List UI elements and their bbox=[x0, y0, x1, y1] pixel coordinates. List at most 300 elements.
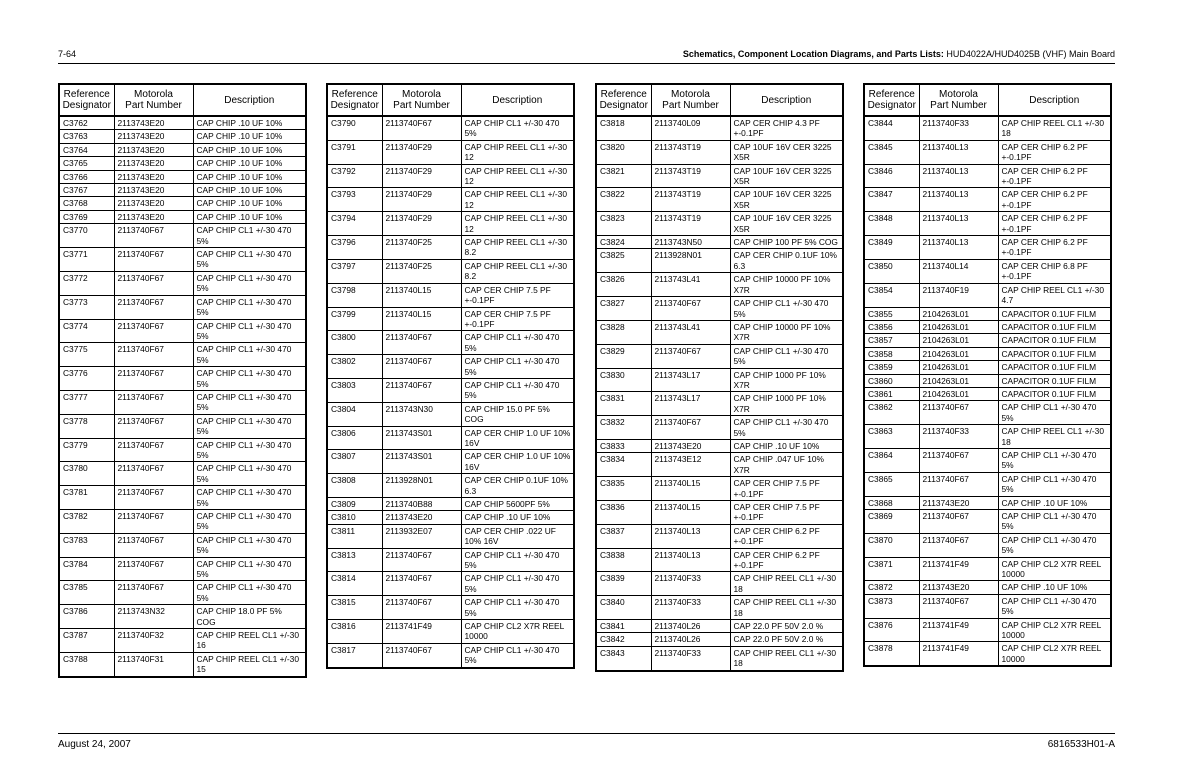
table-row bbox=[327, 259, 574, 283]
reference-designator-cell: C3782 bbox=[59, 510, 114, 534]
part-number-cell: 2113743S01 bbox=[382, 450, 461, 474]
reference-designator-cell: C3772 bbox=[59, 271, 114, 295]
description-cell: CAP CER CHIP 0.1UF 10% 6.3 bbox=[461, 474, 574, 498]
description-cell: CAP CHIP CL1 +/-30 470 5% bbox=[461, 331, 574, 355]
description-cell: CAP CHIP REEL CL1 +/-30 8.2 bbox=[461, 236, 574, 260]
reference-designator-cell: C3786 bbox=[59, 605, 114, 629]
table-row bbox=[596, 392, 843, 416]
description-cell: CAP CHIP REEL CL1 +/-30 18 bbox=[998, 425, 1111, 449]
table-row bbox=[864, 283, 1111, 307]
table-row bbox=[327, 164, 574, 188]
description-cell: CAP CHIP CL2 X7R REEL 10000 bbox=[998, 642, 1111, 666]
part-number-cell: 2113743L17 bbox=[651, 392, 730, 416]
reference-designator-cell: C3839 bbox=[596, 572, 651, 596]
part-number-cell: 2113743L41 bbox=[651, 320, 730, 344]
reference-designator-cell: C3830 bbox=[596, 368, 651, 392]
table-row bbox=[864, 581, 1111, 594]
part-number-cell: 2113743E20 bbox=[114, 130, 193, 143]
header-rule bbox=[58, 63, 1115, 64]
table-row bbox=[864, 387, 1111, 400]
part-number-cell: 2104263L01 bbox=[919, 320, 998, 333]
part-number-cell: 2113743E20 bbox=[114, 197, 193, 210]
part-number-cell: 2113740F67 bbox=[114, 581, 193, 605]
description-cell: CAP CHIP CL1 +/-30 470 5% bbox=[461, 378, 574, 402]
description-cell: CAPACITOR 0.1UF FILM bbox=[998, 361, 1111, 374]
description-cell: CAP CHIP REEL CL1 +/-30 18 bbox=[730, 646, 843, 670]
reference-designator-cell: C3826 bbox=[596, 273, 651, 297]
table-row bbox=[327, 355, 574, 379]
table-row bbox=[596, 633, 843, 646]
part-number-cell: 2113740F67 bbox=[382, 643, 461, 667]
reference-designator-cell: C3768 bbox=[59, 197, 114, 210]
reference-designator-cell: C3847 bbox=[864, 188, 919, 212]
part-number-cell: 2113740F67 bbox=[382, 596, 461, 620]
table-row bbox=[327, 596, 574, 620]
reference-designator-cell: C3779 bbox=[59, 438, 114, 462]
reference-designator-cell: C3767 bbox=[59, 184, 114, 197]
reference-designator-cell: C3835 bbox=[596, 477, 651, 501]
reference-designator-cell: C3868 bbox=[864, 496, 919, 509]
table-row bbox=[596, 501, 843, 525]
part-number-cell: 2104263L01 bbox=[919, 374, 998, 387]
col-header-reference-line2: Designator bbox=[62, 100, 111, 111]
col-header-reference bbox=[327, 84, 382, 116]
reference-designator-cell: C3837 bbox=[596, 524, 651, 548]
reference-designator-cell: C3818 bbox=[596, 116, 651, 140]
description-cell: CAP CHIP CL1 +/-30 470 5% bbox=[193, 295, 306, 319]
reference-designator-cell: C3834 bbox=[596, 453, 651, 477]
description-cell: CAP CER CHIP 7.5 PF +-0.1PF bbox=[730, 477, 843, 501]
reference-designator-cell: C3804 bbox=[327, 402, 382, 426]
table-row bbox=[864, 212, 1111, 236]
part-number-cell: 2113743E20 bbox=[114, 143, 193, 156]
reference-designator-cell: C3794 bbox=[327, 212, 382, 236]
part-number-cell: 2113740F67 bbox=[382, 378, 461, 402]
table-row bbox=[327, 474, 574, 498]
reference-designator-cell: C3814 bbox=[327, 572, 382, 596]
reference-designator-cell: C3793 bbox=[327, 188, 382, 212]
description-cell: CAP CHIP CL1 +/-30 470 5% bbox=[193, 319, 306, 343]
description-cell: CAP CHIP .10 UF 10% bbox=[193, 130, 306, 143]
reference-designator-cell: C3817 bbox=[327, 643, 382, 667]
table-row bbox=[596, 453, 843, 477]
footer-doc-number: 6816533H01-A bbox=[1047, 739, 1115, 750]
description-cell: CAP 10UF 16V CER 3225 X5R bbox=[730, 164, 843, 188]
part-number-cell: 2113740L13 bbox=[919, 236, 998, 260]
part-number-cell: 2113740B88 bbox=[382, 498, 461, 511]
table-row bbox=[327, 450, 574, 474]
table-row bbox=[59, 438, 306, 462]
description-cell: CAP CHIP 5600PF 5% bbox=[461, 498, 574, 511]
description-cell: CAP CHIP CL1 +/-30 470 5% bbox=[193, 390, 306, 414]
reference-designator-cell: C3827 bbox=[596, 297, 651, 321]
reference-designator-cell: C3873 bbox=[864, 594, 919, 618]
reference-designator-cell: C3778 bbox=[59, 414, 114, 438]
part-number-cell: 2113740F67 bbox=[114, 533, 193, 557]
part-number-cell: 2104263L01 bbox=[919, 361, 998, 374]
parts-table-3 bbox=[595, 83, 844, 672]
description-cell: CAP CHIP CL1 +/-30 470 5% bbox=[193, 581, 306, 605]
table-row bbox=[327, 116, 574, 140]
table-row bbox=[864, 642, 1111, 666]
table-row bbox=[596, 297, 843, 321]
table-row bbox=[596, 368, 843, 392]
table-row bbox=[59, 581, 306, 605]
reference-designator-cell: C3811 bbox=[327, 524, 382, 548]
table-row bbox=[596, 477, 843, 501]
reference-designator-cell: C3823 bbox=[596, 212, 651, 236]
table-row bbox=[59, 197, 306, 210]
reference-designator-cell: C3857 bbox=[864, 334, 919, 347]
part-number-cell: 2113740F67 bbox=[114, 367, 193, 391]
table-row bbox=[59, 414, 306, 438]
reference-designator-cell: C3792 bbox=[327, 164, 382, 188]
description-cell: CAP CHIP CL1 +/-30 470 5% bbox=[461, 596, 574, 620]
part-number-cell: 2113740F67 bbox=[382, 548, 461, 572]
part-number-cell: 2113743T19 bbox=[651, 164, 730, 188]
header-row bbox=[864, 84, 1111, 116]
table-row bbox=[596, 548, 843, 572]
description-cell: CAP CER CHIP 6.8 PF +-0.1PF bbox=[998, 259, 1111, 283]
table-row bbox=[327, 402, 574, 426]
reference-designator-cell: C3807 bbox=[327, 450, 382, 474]
part-number-cell: 2113740F67 bbox=[114, 557, 193, 581]
reference-designator-cell: C3781 bbox=[59, 486, 114, 510]
reference-designator-cell: C3831 bbox=[596, 392, 651, 416]
header-title-rest: HUD4022A/HUD4025B (VHF) Main Board bbox=[943, 49, 1115, 59]
description-cell: CAP CHIP CL1 +/-30 470 5% bbox=[193, 224, 306, 248]
reference-designator-cell: C3809 bbox=[327, 498, 382, 511]
col-header-reference-line2: Designator bbox=[599, 100, 648, 111]
reference-designator-cell: C3841 bbox=[596, 620, 651, 633]
reference-designator-cell: C3771 bbox=[59, 248, 114, 272]
part-number-cell: 2113740F29 bbox=[382, 140, 461, 164]
table-row bbox=[596, 596, 843, 620]
table-row bbox=[596, 116, 843, 140]
description-cell: CAP CHIP .10 UF 10% bbox=[196, 118, 283, 128]
reference-designator-cell: C3797 bbox=[327, 259, 382, 283]
description-cell: CAP CHIP CL1 +/-30 470 5% bbox=[461, 548, 574, 572]
part-number-cell: 2113740L15 bbox=[382, 283, 461, 307]
description-cell: CAP CER CHIP 6.2 PF +-0.1PF bbox=[998, 164, 1111, 188]
col-header-description: Description bbox=[730, 84, 843, 116]
description-cell: CAP CHIP REEL CL1 +/-30 18 bbox=[1001, 118, 1104, 139]
description-cell: CAP CHIP REEL CL1 +/-30 18 bbox=[730, 596, 843, 620]
col-header-reference-line2: Designator bbox=[867, 100, 916, 111]
part-number-cell: 2113740F33 bbox=[651, 572, 730, 596]
parts-table-1 bbox=[58, 83, 307, 678]
reference-designator-cell: C3864 bbox=[864, 448, 919, 472]
description-cell: CAP CHIP .10 UF 10% bbox=[461, 511, 574, 524]
description-cell: CAP CHIP .10 UF 10% bbox=[193, 157, 306, 170]
reference-designator-cell: C3848 bbox=[864, 212, 919, 236]
header-title-bold: Schematics, Component Location Diagrams, and Parts Lists: bbox=[682, 49, 944, 59]
part-number-cell: 2113743E20 bbox=[382, 511, 461, 524]
table-row bbox=[59, 652, 306, 676]
reference-designator-cell: C3790 bbox=[327, 116, 382, 140]
table-row bbox=[864, 259, 1111, 283]
description-cell: CAP CER CHIP 6.2 PF +-0.1PF bbox=[998, 188, 1111, 212]
table-row bbox=[596, 273, 843, 297]
part-number-cell: 2113740F25 bbox=[382, 259, 461, 283]
reference-designator-cell: C3872 bbox=[864, 581, 919, 594]
table-row bbox=[864, 188, 1111, 212]
table-row bbox=[596, 236, 843, 249]
footer-date: August 24, 2007 bbox=[58, 739, 131, 750]
part-number-cell: 2113743T19 bbox=[651, 212, 730, 236]
part-number-cell: 2113740F29 bbox=[382, 212, 461, 236]
table-row bbox=[596, 188, 843, 212]
table-row bbox=[327, 140, 574, 164]
description-cell: CAPACITOR 0.1UF FILM bbox=[998, 387, 1111, 400]
table-row bbox=[864, 320, 1111, 333]
col-header-reference-line2: Designator bbox=[330, 100, 379, 111]
description-cell: CAP CHIP CL2 X7R REEL 10000 bbox=[998, 557, 1111, 581]
reference-designator-cell: C3821 bbox=[596, 164, 651, 188]
table-row bbox=[59, 224, 306, 248]
table-row bbox=[59, 130, 306, 143]
col-header-description: Description bbox=[193, 84, 306, 116]
description-cell: CAP CHIP 18.0 PF 5% COG bbox=[193, 605, 306, 629]
description-cell: CAP CHIP .10 UF 10% bbox=[998, 581, 1111, 594]
part-number-cell: 2113740F31 bbox=[114, 652, 193, 676]
part-number-cell: 2113740F33 bbox=[919, 116, 998, 140]
description-cell: CAP CHIP CL1 +/-30 470 5% bbox=[461, 572, 574, 596]
table-row bbox=[59, 157, 306, 170]
col-header-description: Description bbox=[998, 84, 1111, 116]
reference-designator-cell: C3788 bbox=[59, 652, 114, 676]
col-header-part-line2: Part Number bbox=[125, 100, 182, 111]
table-row bbox=[864, 472, 1111, 496]
table-row bbox=[327, 331, 574, 355]
description-cell: CAP CHIP REEL CL1 +/-30 12 bbox=[461, 164, 574, 188]
description-cell: CAP CHIP .10 UF 10% bbox=[193, 210, 306, 223]
description-cell: CAP CER CHIP 6.2 PF +-0.1PF bbox=[998, 236, 1111, 260]
description-cell: CAP CHIP .10 UF 10% bbox=[730, 439, 843, 452]
part-number-cell: 2113740F29 bbox=[382, 188, 461, 212]
part-number-cell: 2113740L13 bbox=[919, 140, 998, 164]
part-number-cell: 2113743N50 bbox=[651, 236, 730, 249]
part-number-cell: 2113740L15 bbox=[651, 501, 730, 525]
table-row bbox=[596, 344, 843, 368]
reference-designator-cell: C3878 bbox=[864, 642, 919, 666]
description-cell: CAP 22.0 PF 50V 2.0 % bbox=[730, 633, 843, 646]
part-number-cell: 2113740F67 bbox=[114, 319, 193, 343]
reference-designator-cell: C3828 bbox=[596, 320, 651, 344]
col-header-part-line1: Motorola bbox=[402, 89, 441, 100]
part-number-cell: 2113743S01 bbox=[382, 426, 461, 450]
part-number-cell: 2113741F49 bbox=[382, 620, 461, 644]
description-cell: CAP CHIP CL1 +/-30 470 5% bbox=[193, 367, 306, 391]
part-number-cell: 2113740F67 bbox=[114, 248, 193, 272]
col-header-reference-line1: Reference bbox=[600, 89, 647, 100]
table-row bbox=[327, 283, 574, 307]
part-number-cell: 2113740F67 bbox=[919, 533, 998, 557]
table-row bbox=[864, 448, 1111, 472]
part-number-cell: 2113740L13 bbox=[919, 188, 998, 212]
reference-designator-cell: C3845 bbox=[864, 140, 919, 164]
part-number-cell: 2113932E07 bbox=[382, 524, 461, 548]
description-cell: CAP CHIP REEL CL1 +/-30 16 bbox=[193, 629, 306, 653]
description-cell: CAPACITOR 0.1UF FILM bbox=[998, 307, 1111, 320]
description-cell: CAP 22.0 PF 50V 2.0 % bbox=[730, 620, 843, 633]
reference-designator-cell: C3854 bbox=[864, 283, 919, 307]
description-cell: CAP CHIP CL1 +/-30 470 5% bbox=[998, 533, 1111, 557]
part-number-cell: 2113743E20 bbox=[919, 581, 998, 594]
table-row bbox=[864, 236, 1111, 260]
table-row bbox=[327, 620, 574, 644]
reference-designator-cell: C3865 bbox=[864, 472, 919, 496]
table-row bbox=[596, 212, 843, 236]
reference-designator-cell: C3850 bbox=[864, 259, 919, 283]
part-number-cell: 2113740L26 bbox=[651, 633, 730, 646]
col-header-part-line2: Part Number bbox=[393, 100, 450, 111]
reference-designator-cell: C3775 bbox=[59, 343, 114, 367]
table-row bbox=[596, 572, 843, 596]
part-number-cell: 2113740F67 bbox=[114, 462, 193, 486]
reference-designator-cell: C3784 bbox=[59, 557, 114, 581]
reference-designator-cell: C3870 bbox=[864, 533, 919, 557]
table-row bbox=[864, 594, 1111, 618]
reference-designator-cell: C3859 bbox=[864, 361, 919, 374]
part-number-cell: 2113740L13 bbox=[919, 164, 998, 188]
table-row bbox=[596, 416, 843, 440]
description-cell: CAP CER CHIP 7.5 PF +-0.1PF bbox=[730, 501, 843, 525]
table-row bbox=[59, 486, 306, 510]
description-cell: CAP 10UF 16V CER 3225 X5R bbox=[730, 140, 843, 164]
part-number-cell: 2113740F67 bbox=[651, 297, 730, 321]
parts-table-4 bbox=[863, 83, 1112, 667]
part-number-cell: 2113740F67 bbox=[114, 390, 193, 414]
table-row bbox=[327, 426, 574, 450]
part-number-cell: 2113740F67 bbox=[382, 355, 461, 379]
description-cell: CAP CHIP CL1 +/-30 470 5% bbox=[461, 355, 574, 379]
part-number-cell: 2113740F67 bbox=[114, 486, 193, 510]
col-header-part-number bbox=[919, 84, 998, 116]
reference-designator-cell: C3791 bbox=[327, 140, 382, 164]
part-number-cell: 2113740F67 bbox=[919, 448, 998, 472]
table-row bbox=[327, 188, 574, 212]
description-cell: CAP CHIP CL1 +/-30 470 5% bbox=[730, 297, 843, 321]
table-row bbox=[864, 361, 1111, 374]
table-row bbox=[596, 524, 843, 548]
table-row bbox=[864, 533, 1111, 557]
description-cell: CAP CER CHIP 0.1UF 10% 6.3 bbox=[730, 249, 843, 273]
description-cell: CAP CHIP REEL CL1 +/-30 4.7 bbox=[998, 283, 1111, 307]
reference-designator-cell: C3762 bbox=[59, 116, 114, 130]
table-row bbox=[59, 210, 306, 223]
table-row bbox=[59, 143, 306, 156]
description-cell: CAP CHIP CL1 +/-30 470 5% bbox=[998, 510, 1111, 534]
reference-designator-cell: C3783 bbox=[59, 533, 114, 557]
table-row bbox=[59, 390, 306, 414]
description-cell: CAP CHIP .10 UF 10% bbox=[193, 170, 306, 183]
part-number-cell: 2113740F67 bbox=[382, 572, 461, 596]
description-cell: CAPACITOR 0.1UF FILM bbox=[998, 334, 1111, 347]
part-number-cell: 2113740F67 bbox=[919, 594, 998, 618]
part-number-cell: 2113743L17 bbox=[651, 368, 730, 392]
part-number-cell: 2113743E20 bbox=[114, 157, 193, 170]
reference-designator-cell: C3764 bbox=[59, 143, 114, 156]
description-cell: CAP CER CHIP 7.5 PF +-0.1PF bbox=[461, 283, 574, 307]
description-cell: CAP CHIP REEL CL1 +/-30 12 bbox=[461, 140, 574, 164]
description-cell: CAP 10UF 16V CER 3225 X5R bbox=[730, 212, 843, 236]
part-number-cell: 2113740F67 bbox=[651, 416, 730, 440]
description-cell: CAP CHIP CL1 +/-30 470 5% bbox=[193, 414, 306, 438]
description-cell: CAP CHIP CL1 +/-30 470 5% bbox=[193, 271, 306, 295]
table-row bbox=[596, 646, 843, 670]
description-cell: CAP CER CHIP 6.2 PF +-0.1PF bbox=[730, 548, 843, 572]
reference-designator-cell: C3829 bbox=[596, 344, 651, 368]
part-number-cell: 2113743N32 bbox=[114, 605, 193, 629]
part-number-cell: 2104263L01 bbox=[919, 334, 998, 347]
part-number-cell: 2113740F67 bbox=[382, 331, 461, 355]
part-number-cell: 2113740F67 bbox=[919, 401, 998, 425]
part-number-cell: 2113741F49 bbox=[919, 618, 998, 642]
part-number-cell: 2113928N01 bbox=[382, 474, 461, 498]
table-row bbox=[59, 295, 306, 319]
table-row bbox=[59, 319, 306, 343]
col-header-part-number bbox=[114, 84, 193, 116]
table-row bbox=[59, 343, 306, 367]
part-number-cell: 2113740F67 bbox=[651, 344, 730, 368]
table-row bbox=[596, 439, 843, 452]
part-number-cell: 2113928N01 bbox=[651, 249, 730, 273]
description-cell: CAP CER CHIP 6.2 PF +-0.1PF bbox=[998, 212, 1111, 236]
page-number: 7-64 bbox=[58, 49, 77, 59]
reference-designator-cell: C3861 bbox=[864, 387, 919, 400]
description-cell: CAP CHIP .10 UF 10% bbox=[193, 143, 306, 156]
description-cell: CAP CHIP CL1 +/-30 470 5% bbox=[193, 462, 306, 486]
part-number-cell: 2113740F33 bbox=[651, 596, 730, 620]
description-cell: CAP CHIP CL1 +/-30 470 5% bbox=[998, 448, 1111, 472]
reference-designator-cell: C3777 bbox=[59, 390, 114, 414]
reference-designator-cell: C3860 bbox=[864, 374, 919, 387]
header-row bbox=[327, 84, 574, 116]
description-cell: CAP CHIP CL1 +/-30 470 5% bbox=[193, 343, 306, 367]
part-number-cell: 2113741F49 bbox=[919, 557, 998, 581]
reference-designator-cell: C3774 bbox=[59, 319, 114, 343]
description-cell: CAP CER CHIP 7.5 PF +-0.1PF bbox=[461, 307, 574, 331]
description-cell: CAP CHIP 1000 PF 10% X7R bbox=[730, 392, 843, 416]
part-number-cell: 2113743N30 bbox=[382, 402, 461, 426]
description-cell: CAP CHIP 10000 PF 10% X7R bbox=[730, 273, 843, 297]
description-cell: CAP CHIP REEL CL1 +/-30 12 bbox=[461, 212, 574, 236]
table-row bbox=[864, 618, 1111, 642]
part-number-cell: 2113743T19 bbox=[651, 188, 730, 212]
table-row bbox=[864, 557, 1111, 581]
reference-designator-cell: C3766 bbox=[59, 170, 114, 183]
reference-designator-cell: C3820 bbox=[596, 140, 651, 164]
description-cell: CAP CHIP REEL CL1 +/-30 18 bbox=[730, 572, 843, 596]
reference-designator-cell: C3763 bbox=[59, 130, 114, 143]
reference-designator-cell: C3840 bbox=[596, 596, 651, 620]
table-row bbox=[596, 140, 843, 164]
part-number-cell: 2113740F33 bbox=[651, 646, 730, 670]
reference-designator-cell: C3776 bbox=[59, 367, 114, 391]
table-row bbox=[596, 620, 843, 633]
reference-designator-cell: C3836 bbox=[596, 501, 651, 525]
reference-designator-cell: C3825 bbox=[596, 249, 651, 273]
table-row bbox=[327, 307, 574, 331]
description-cell: CAP CER CHIP 1.0 UF 10% 16V bbox=[461, 426, 574, 450]
reference-designator-cell: C3769 bbox=[59, 210, 114, 223]
table-row bbox=[327, 511, 574, 524]
col-header-part-line2: Part Number bbox=[930, 100, 987, 111]
col-header-part-line2: Part Number bbox=[662, 100, 719, 111]
part-number-cell: 2113740L09 bbox=[651, 116, 730, 140]
reference-designator-cell: C3871 bbox=[864, 557, 919, 581]
